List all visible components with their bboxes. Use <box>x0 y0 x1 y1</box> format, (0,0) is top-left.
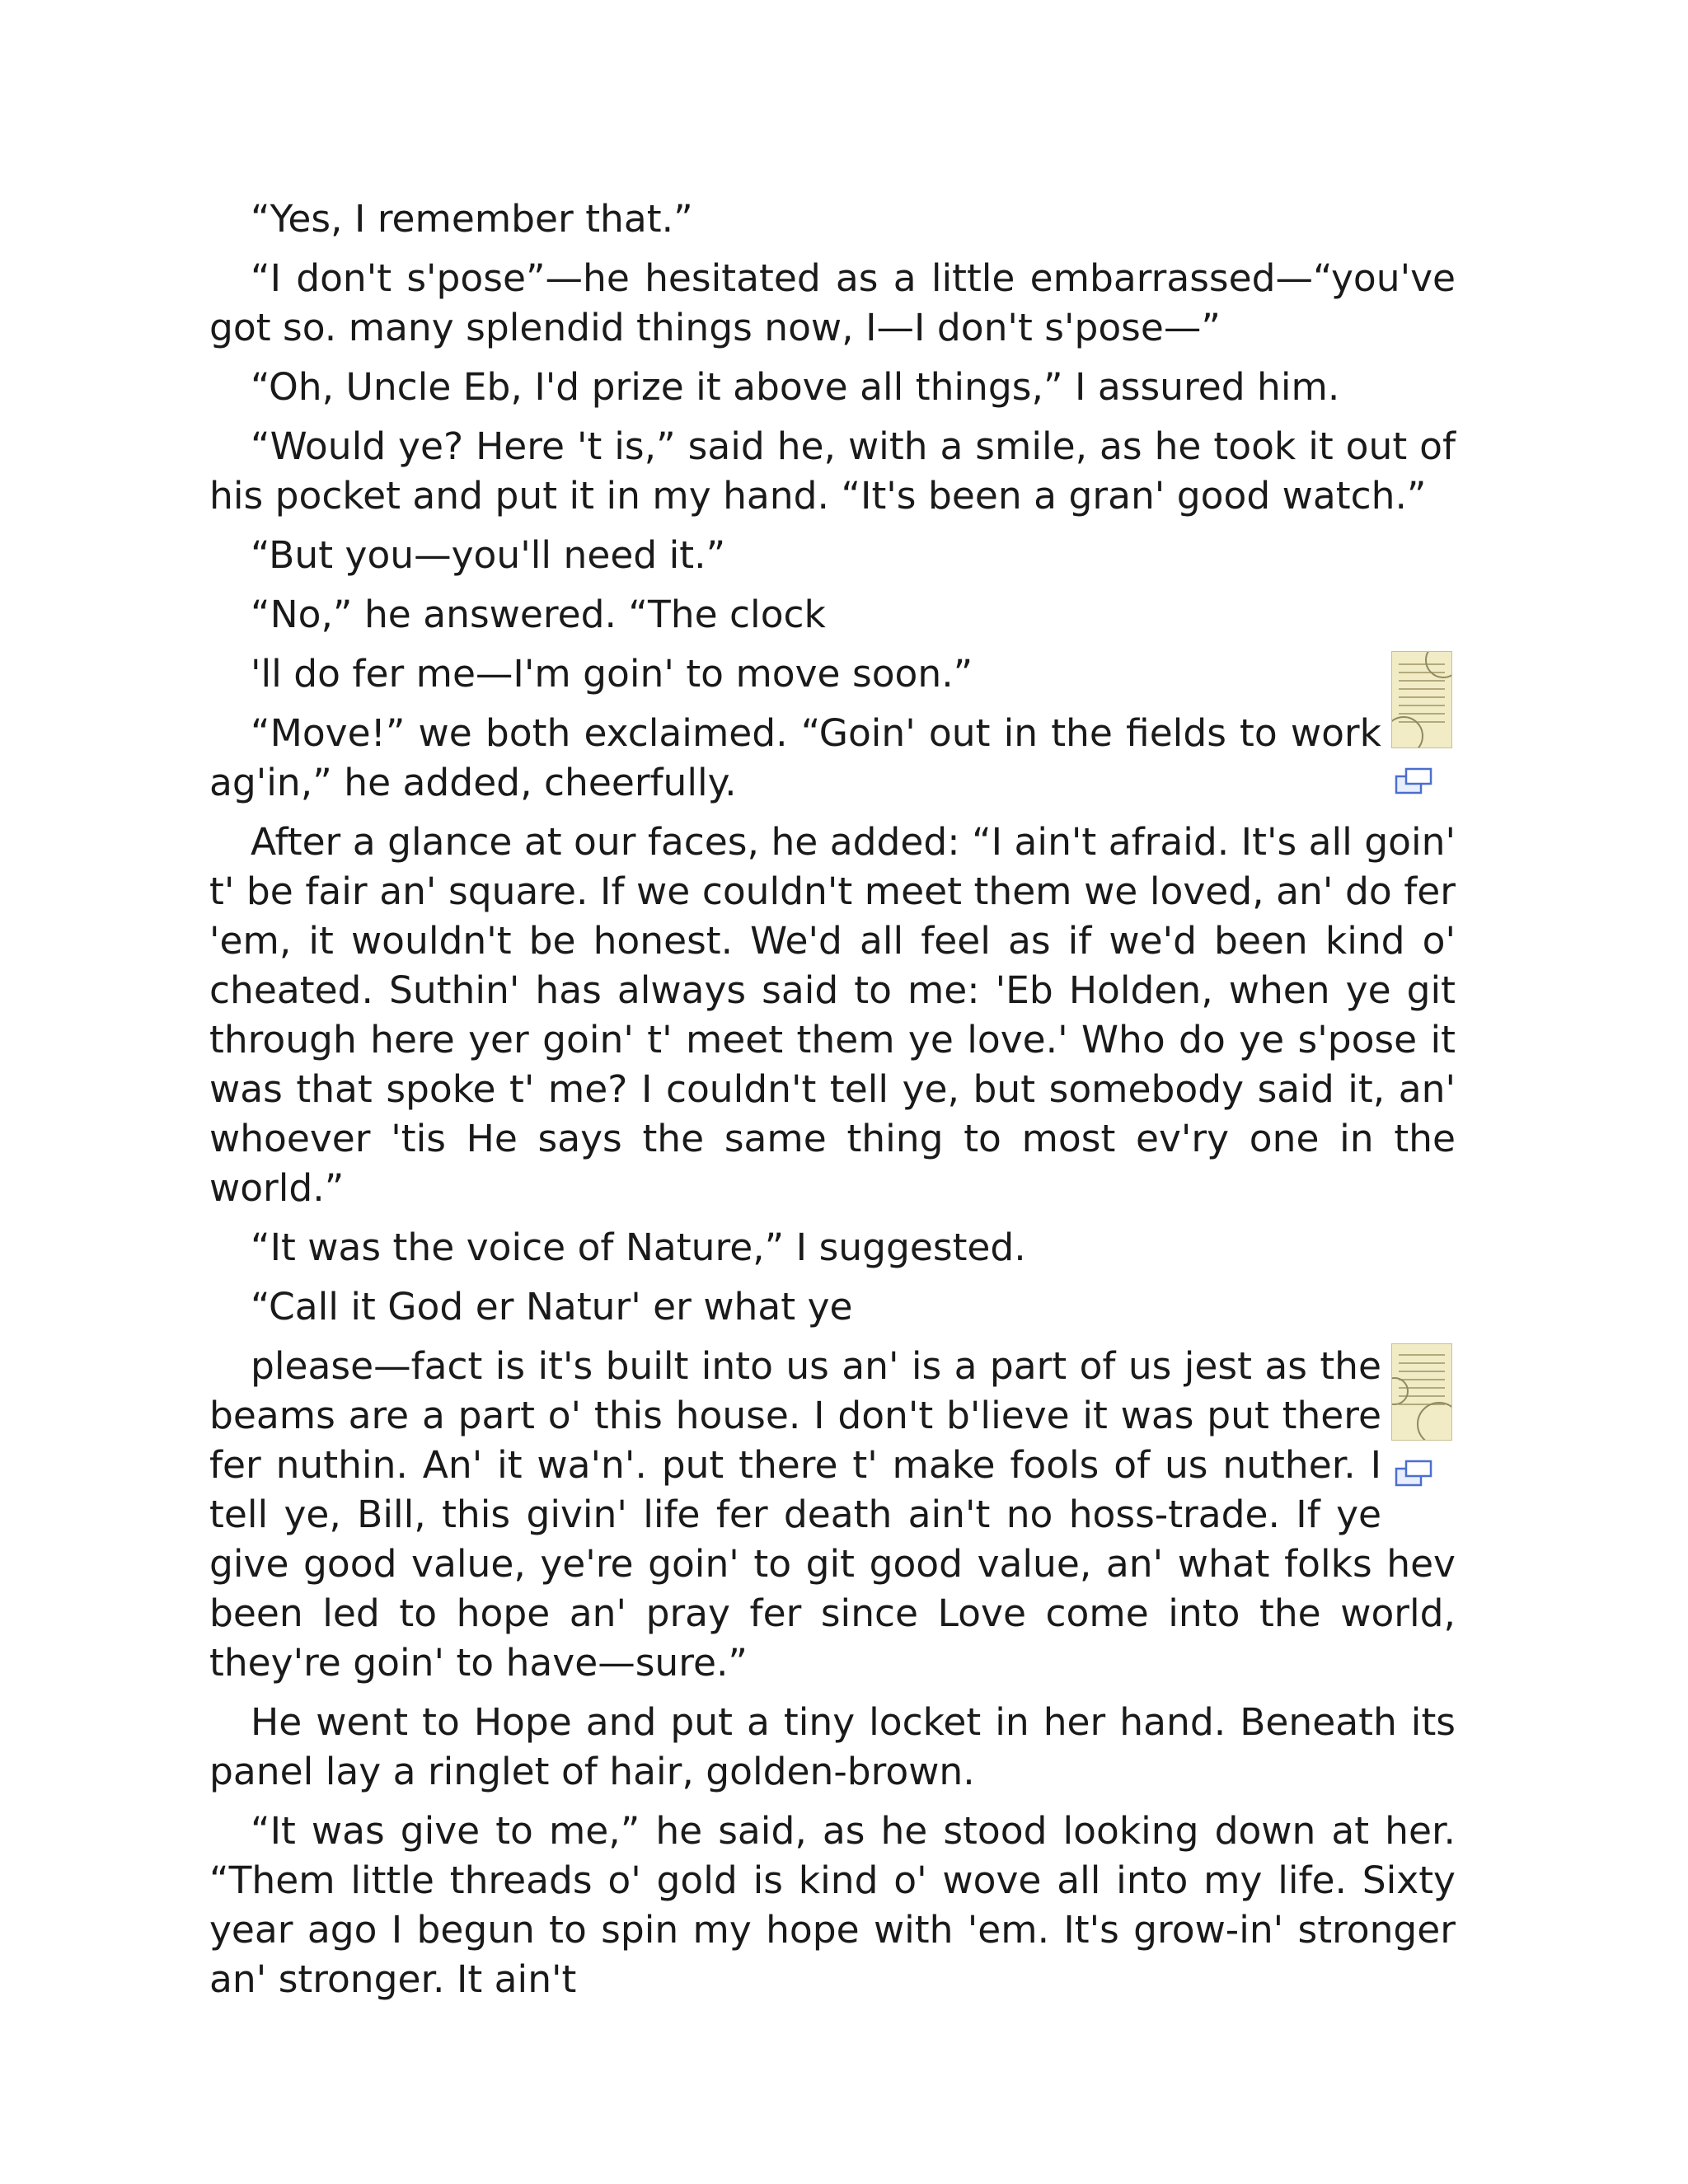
expand-image-icon[interactable] <box>1395 1459 1432 1488</box>
page-thumbnail-icon[interactable] <box>1391 1343 1452 1441</box>
paragraph: “No,” he answered. “The clock <box>251 593 826 636</box>
paragraph: “It was the voice of Nature,” I suggested. <box>251 1226 1026 1269</box>
paragraph: “It was give to me,” he said, as he stood looking down at her. “Them little threads o' gold is kind o' wove all into my life. Sixty year ago I begun to spin my hope with 'em. It's grow-in' stronger an' stronger. It ain't <box>209 1809 1456 2001</box>
illustration-thumbnail-1[interactable] <box>1391 651 1456 796</box>
paragraph: After a glance at our faces, he added: “I ain't afraid. It's all goin' t' be fair an' square. If we couldn't meet them we loved, an' do fer 'em, it wouldn't be honest. We'd all feel as if we'd been kind o' cheated. Suthin' has always said to me: 'Eb Holden, when ye git through here yer goin' t' meet them ye love.' Who do ye s'pose it was that spoke t' me? I couldn't tell ye, but somebody said it, an' whoever 'tis He says the same thing to most ev'ry one in the world.” <box>209 820 1456 1210</box>
paragraph: “Call it God er Natur' er what ye <box>251 1285 853 1329</box>
paragraph: “Yes, I remember that.” <box>251 197 693 241</box>
paragraph: “Move!” we both exclaimed. “Goin' out in the fields to work ag'in,” he added, cheerfully. <box>209 711 1381 804</box>
page-thumbnail-icon[interactable] <box>1391 651 1452 748</box>
book-page <box>209 194 1456 2014</box>
paragraph: “Oh, Uncle Eb, I'd prize it above all things,” I assured him. <box>251 365 1340 409</box>
expand-image-icon[interactable] <box>1395 766 1432 796</box>
illustration-thumbnail-2[interactable] <box>1391 1343 1456 1488</box>
paragraph: 'll do fer me—I'm goin' to move soon.” <box>251 652 973 696</box>
paragraph: “I don't s'pose”—he hesitated as a little embarrassed—“you've got so. many splendid things now, I—I don't s'pose—” <box>209 256 1456 349</box>
paragraph: “But you—you'll need it.” <box>251 533 726 577</box>
paragraph: please—fact is it's built into us an' is a part of us jest as the beams are a part o' this house. I don't b'lieve it was put there fer nuthin. An' it wa'n'. put there t' make fools of us nuther. I tell ye, Bill, this givin' life fer death ain't no hoss-trade. If ye give good value, ye're goin' to git good value, an' what folks hev been led to hope an' pray fer since Love come into the world, they're goin' to have—sure.” <box>209 1344 1456 1685</box>
paragraph: He went to Hope and put a tiny locket in her hand. Beneath its panel lay a ringlet of hair, golden-brown. <box>209 1700 1456 1793</box>
paragraph: “Would ye? Here 't is,” said he, with a smile, as he took it out of his pocket and put it in my hand. “It's been a gran' good watch.” <box>209 424 1456 518</box>
